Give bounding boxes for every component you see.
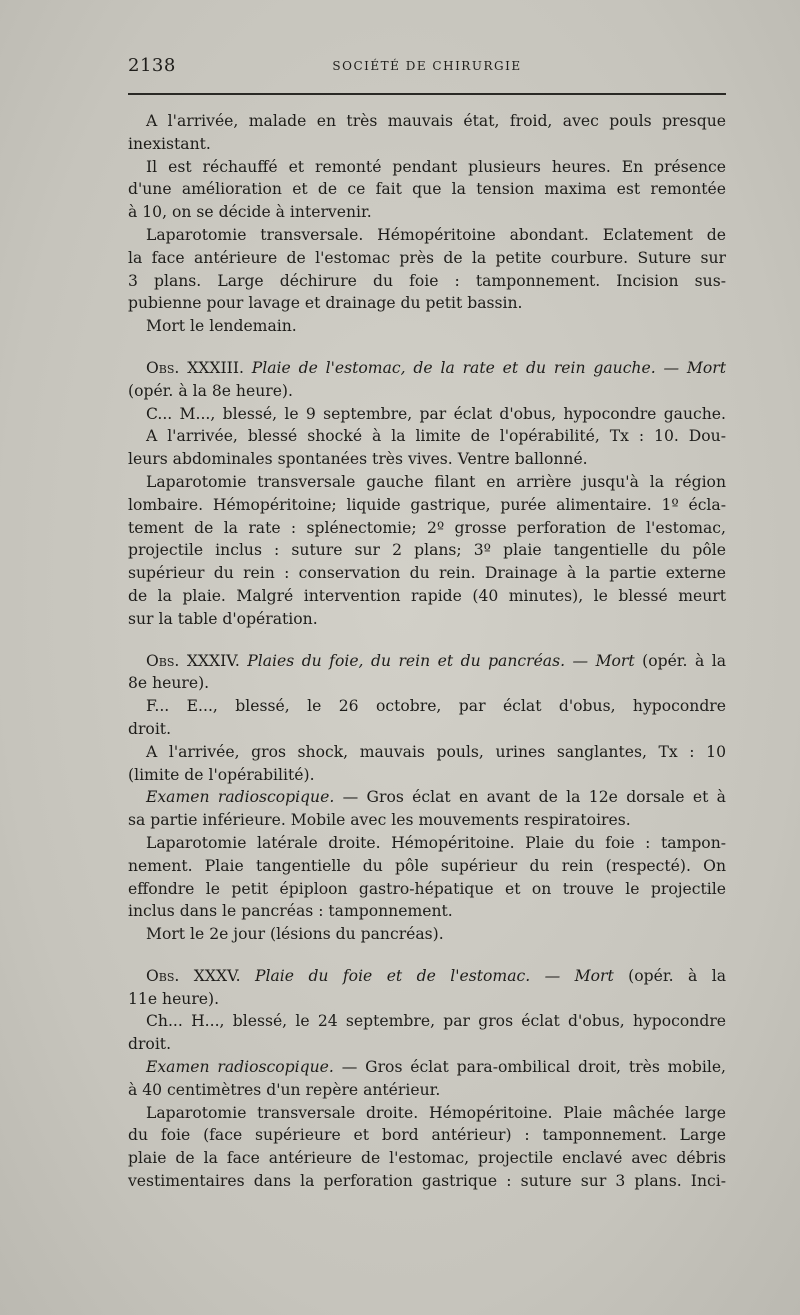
text-line: A l'arrivée, malade en très mauvais état, froid, avec pouls presque	[146, 112, 726, 130]
text-line: inexistant.	[128, 134, 211, 153]
text-line: supérieur du rein : conservation du rein. Drainage à la partie externe	[128, 564, 726, 583]
text-line: Laparotomie latérale droite. Hémopéritoine. Plaie du foie : tampon-	[146, 833, 726, 852]
text-line: Mort le 2e jour (lésions du pancréas).	[146, 925, 444, 944]
running-title: SOCIÉTÉ DE CHIRURGIE	[332, 59, 522, 73]
text-line: (limite de l'opérabilité).	[128, 765, 315, 784]
exam-text: — Gros éclat para-ombilical droit, très mobile,	[341, 1058, 727, 1077]
text-line: vestimentaires dans la perforation gastrique : suture sur 3 plans. Inci-	[128, 1172, 726, 1191]
observation-title: Plaie du foie et de l'estomac. — Mort	[255, 966, 614, 985]
observation-note: (opér. à la	[642, 651, 727, 670]
observation-title: Plaies du foie, du rein et du pancréas. — Mort	[247, 651, 635, 670]
text-line: Mort le lendemain.	[146, 317, 297, 336]
text-line: nement. Plaie tangentielle du pôle supérieur du rein (respecté). On	[128, 856, 726, 875]
text-line: à 10, on se décide à intervenir.	[128, 203, 372, 222]
text-line	[128, 1056, 726, 1079]
text-line: Laparotomie transversale gauche filant en arrière jusqu'à la région	[146, 472, 726, 491]
exam-label: Examen radioscopique.	[146, 1058, 334, 1077]
text-line: pubienne pour lavage et drainage du petit bassin.	[128, 294, 523, 313]
text-line: projectile inclus : suture sur 2 plans; 3º plaie tangentielle du pôle	[128, 541, 726, 560]
text-line: 8e heure).	[128, 674, 210, 693]
text-line: C... M..., blessé, le 9 septembre, par éclat d'obus, hypocondre gauche.	[146, 404, 726, 423]
observation-heading	[128, 965, 726, 988]
text-line: Il est réchauffé et remonté pendant plusieurs heures. En présence	[146, 157, 726, 176]
text-line: Laparotomie transversale. Hémopéritoine abondant. Eclatement de	[146, 225, 726, 244]
header-rule	[128, 93, 726, 95]
text-line: droit.	[128, 719, 172, 738]
text-line: sur la table d'opération.	[128, 609, 318, 628]
observation-number: Obs. XXXIV.	[146, 651, 240, 670]
exam-label: Examen radioscopique.	[146, 788, 335, 807]
text-line: du foie (face supérieure et bord antérieur) : tamponnement. Large	[128, 1126, 726, 1145]
observation-heading	[128, 650, 726, 673]
text-line: d'une amélioration et de ce fait que la tension maxima est remontée	[128, 180, 726, 199]
text-line: (opér. à la 8e heure).	[128, 381, 293, 400]
observation-number: Obs. XXXIII.	[146, 358, 244, 377]
text-line: 3 plans. Large déchirure du foie : tamponnement. Incision sus-	[128, 271, 726, 290]
text-line	[128, 786, 726, 809]
page-number: 2138	[128, 55, 176, 76]
text-line: effondre le petit épiploon gastro-hépatique et on trouve le projectile	[128, 879, 726, 898]
text-line: Laparotomie transversale droite. Hémopéritoine. Plaie mâchée large	[146, 1103, 726, 1122]
text-line: Ch... H..., blessé, le 24 septembre, par gros éclat d'obus, hypocondre	[146, 1012, 726, 1031]
text-line: A l'arrivée, gros shock, mauvais pouls, urines sanglantes, Tx : 10	[146, 742, 726, 761]
page-header	[128, 55, 726, 79]
text-line: à 40 centimètres d'un repère antérieur.	[128, 1080, 441, 1099]
text-line: A l'arrivée, blessé shocké à la limite de l'opérabilité, Tx : 10. Dou-	[146, 427, 726, 446]
text-line: 11e heure).	[128, 989, 220, 1008]
text-line: la face antérieure de l'estomac près de la petite courbure. Suture sur	[128, 248, 726, 267]
text-line: leurs abdominales spontanées très vives. Ventre ballonné.	[128, 450, 588, 469]
text-line: sa partie inférieure. Mobile avec les mouvements respiratoires.	[128, 811, 631, 830]
observation-heading	[128, 357, 726, 380]
text-line: inclus dans le pancréas : tamponnement.	[128, 902, 453, 921]
observation-title: Plaie de l'estomac, de la rate et du rein gauche. — Mort	[251, 358, 726, 377]
observation-note: (opér. à la	[628, 966, 726, 985]
text-line: tement de la rate : splénectomie; 2º grosse perforation de l'estomac,	[128, 518, 726, 537]
text-line: de la plaie. Malgré intervention rapide (40 minutes), le blessé meurt	[128, 586, 726, 605]
observation-number: Obs. XXXV.	[146, 966, 241, 985]
exam-text: — Gros éclat en avant de la 12e dorsale et à	[342, 788, 726, 807]
text-line: plaie de la face antérieure de l'estomac, projectile enclavé avec débris	[128, 1149, 726, 1168]
text-line: F... E..., blessé, le 26 octobre, par éclat d'obus, hypocondre	[146, 697, 726, 716]
text-line: droit.	[128, 1035, 172, 1054]
text-line: lombaire. Hémopéritoine; liquide gastrique, purée alimentaire. 1º écla-	[128, 495, 726, 514]
page-body	[128, 110, 726, 1193]
